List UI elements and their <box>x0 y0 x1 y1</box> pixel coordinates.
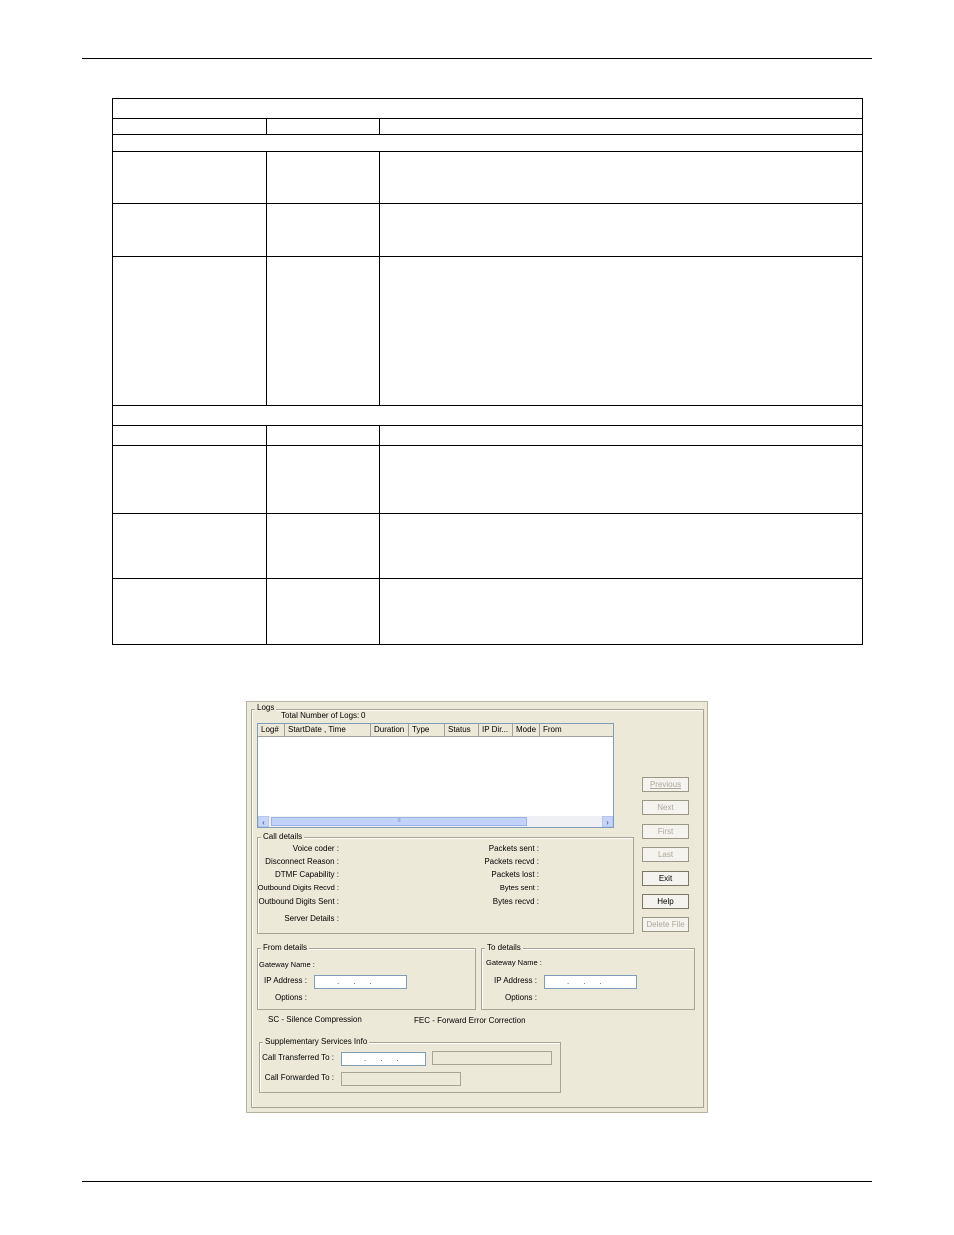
footer-rule <box>82 1181 872 1182</box>
column-from[interactable]: From <box>543 725 562 734</box>
table-row-divider <box>113 445 862 446</box>
table-col-divider <box>379 425 380 645</box>
header-rule <box>82 58 872 59</box>
table-row-divider <box>113 118 862 119</box>
column-duration[interactable]: Duration <box>371 724 409 736</box>
table-row-divider <box>113 425 862 426</box>
table-row-divider <box>113 513 862 514</box>
packets-recvd-label: Packets recvd : <box>484 857 539 866</box>
from-ip-address-label: IP Address : <box>264 976 307 985</box>
horizontal-scrollbar[interactable] <box>258 816 613 827</box>
from-options-label: Options : <box>274 993 307 1002</box>
table-col-divider <box>379 118 380 134</box>
supplementary-services-legend: Supplementary Services Info <box>265 1037 368 1046</box>
table-row-divider <box>113 134 862 135</box>
column-start-date-time[interactable]: StartDate , Time <box>285 724 371 736</box>
column-type[interactable]: Type <box>409 724 445 736</box>
table-col-divider <box>379 151 380 405</box>
call-transferred-to-name-field <box>432 1051 552 1065</box>
to-options-label: Options : <box>504 993 537 1002</box>
sc-note: SC - Silence Compression <box>268 1015 362 1024</box>
logs-list[interactable] <box>257 723 614 828</box>
from-details-legend: From details <box>263 943 308 952</box>
document-table <box>112 98 863 645</box>
column-status[interactable]: Status <box>445 724 479 736</box>
call-forwarded-to-label: Call Forwarded To : <box>264 1073 334 1082</box>
table-row-divider <box>113 578 862 579</box>
last-button[interactable]: Last <box>642 847 689 862</box>
outbound-digits-sent-label: Outbound Digits Sent : <box>258 897 339 906</box>
from-ip-address-field[interactable]: ... <box>314 975 407 989</box>
total-logs-label: Total Number of Logs: <box>281 711 360 720</box>
table-row-divider <box>113 151 862 152</box>
table-col-divider <box>266 118 267 134</box>
scroll-right-icon[interactable]: › <box>602 816 613 827</box>
call-transferred-to-ip-field[interactable]: ... <box>341 1052 426 1066</box>
column-mode[interactable]: Mode <box>513 724 540 736</box>
call-details-legend: Call details <box>263 832 303 841</box>
table-row-divider <box>113 405 862 406</box>
logs-legend: Logs <box>257 703 275 712</box>
next-button[interactable]: Next <box>642 800 689 815</box>
server-details-label: Server Details : <box>284 914 339 923</box>
dtmf-capability-label: DTMF Capability : <box>274 870 339 879</box>
column-log-number[interactable]: Log# <box>258 724 285 736</box>
total-logs-value: 0 <box>361 711 366 720</box>
outbound-digits-recvd-label: Outbound Digits Recvd : <box>257 883 339 892</box>
scroll-left-icon[interactable]: ‹ <box>258 816 269 827</box>
from-gateway-name-label: Gateway Name : <box>259 960 315 969</box>
table-row-divider <box>113 256 862 257</box>
call-transferred-to-label: Call Transferred To : <box>262 1053 334 1062</box>
packets-sent-label: Packets sent : <box>488 844 539 853</box>
disconnect-reason-label: Disconnect Reason : <box>265 857 339 866</box>
voice-coder-label: Voice coder : <box>292 844 339 853</box>
bytes-sent-label: Bytes sent : <box>499 883 539 892</box>
to-ip-address-label: IP Address : <box>494 976 537 985</box>
call-forwarded-to-field <box>341 1072 461 1086</box>
bytes-recvd-label: Bytes recvd : <box>492 897 539 906</box>
scroll-thumb[interactable]: ≡ <box>271 817 527 826</box>
first-button[interactable]: First <box>642 824 689 839</box>
to-gateway-name-label: Gateway Name : <box>486 958 542 967</box>
call-log-dialog <box>246 701 708 1113</box>
fec-note: FEC - Forward Error Correction <box>414 1016 526 1025</box>
logs-list-header <box>258 724 613 737</box>
packets-lost-label: Packets lost : <box>491 870 539 879</box>
table-row-divider <box>113 203 862 204</box>
help-button[interactable]: Help <box>642 894 689 909</box>
previous-button[interactable]: Previous <box>642 777 689 792</box>
delete-file-button[interactable]: Delete File <box>642 917 689 932</box>
to-ip-address-field[interactable]: ... <box>544 975 637 989</box>
column-ip-dir[interactable]: IP Dir... <box>479 724 513 736</box>
table-col-divider <box>266 425 267 645</box>
exit-button[interactable]: Exit <box>642 871 689 886</box>
to-details-legend: To details <box>487 943 521 952</box>
table-col-divider <box>266 151 267 405</box>
